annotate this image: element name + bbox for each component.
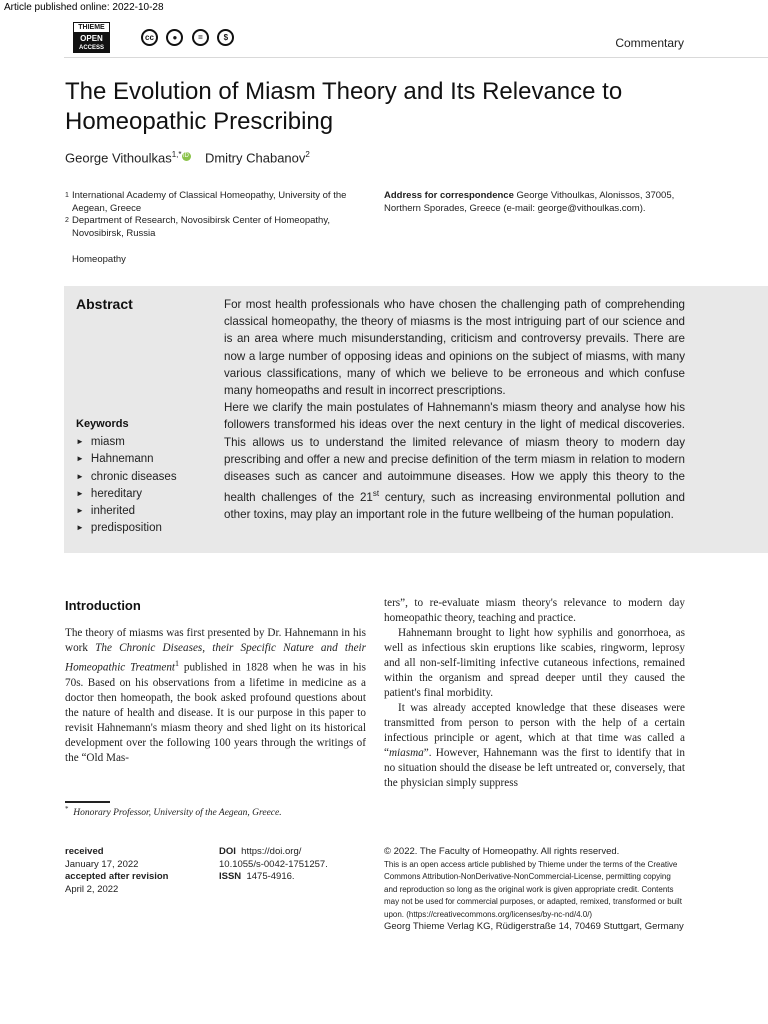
- accepted-label: accepted after revision: [65, 871, 169, 882]
- nc-icon: $: [217, 29, 234, 46]
- thieme-open-access-logo[interactable]: [73, 22, 110, 53]
- accepted-date: April 2, 2022: [65, 883, 119, 895]
- doi-link[interactable]: 10.1055/s-0042-1751257.: [219, 858, 328, 870]
- author-affiliation-mark: 1,*: [171, 150, 182, 159]
- correspondence-text[interactable]: George Vithoulkas, Alonissos, 37005, Northern Sporades, Greece (e-mail: george@vithoulkas.com).: [384, 190, 675, 214]
- affiliation-text: Department of Research, Novosibirsk Center of Homeopathy, Novosibirsk, Russia: [72, 215, 331, 239]
- cc-icon: cc: [141, 29, 158, 46]
- author-list: [65, 150, 310, 165]
- keyword-item: ► Hahnemann: [76, 451, 177, 468]
- affiliations: [65, 190, 370, 240]
- body-column-right: [384, 596, 685, 791]
- footnote-divider: [65, 801, 110, 803]
- copyright-block: [384, 846, 684, 934]
- keyword-item: ► miasm: [76, 434, 177, 451]
- affiliation-number: 2: [65, 217, 69, 224]
- keyword-item: ► chronic diseases: [76, 469, 177, 486]
- received-date: January 17, 2022: [65, 858, 139, 870]
- affiliation-number: 1: [65, 192, 69, 199]
- license-text[interactable]: This is an open access article published by Thieme under the terms of the Creative Commons Attribution-NonDerivative-NonCommercial-License, permitting copying and reproduction so long as the original work is given appropriate credit. Contents may not be used for commercial purposes, or adapted, remixed, transformed or built upon. (https://creativecommons.org/licenses/by-nc-nd/4.0/): [384, 859, 682, 919]
- journal-name: Homeopathy: [72, 254, 126, 265]
- abstract-body: [224, 296, 685, 524]
- body-paragraph: ters”, to re-evaluate miasm theory's relevance to modern day homeopathic theory, teaching and practice.: [384, 597, 685, 624]
- affiliation-text: International Academy of Classical Homeopathy, University of the Aegean, Greece: [72, 190, 347, 214]
- nd-icon: =: [192, 29, 209, 46]
- abstract-paragraph: For most health professionals who have chosen the challenging path of comprehending classical homeopathy, the theory of miasms is the most intriguing part of our science and is an area where much misunderstanding, criticism and controversy prevails. There are now a large number of opposing ideas and opinions on the subject of miasms, with many various classifications, many of which we believe to be erroneous and which confuse many homeopaths and result in incorrect prescriptions.: [224, 298, 685, 398]
- body-column-left: [65, 626, 366, 766]
- section-heading-introduction: Introduction: [65, 598, 141, 613]
- publisher-address: Georg Thieme Verlag KG, Rüdigerstraße 14, 70469 Stuttgart, Germany: [384, 921, 684, 932]
- logo-open-text: OPEN: [73, 33, 110, 44]
- doi-link[interactable]: https://doi.org/: [241, 846, 302, 857]
- affiliation: [65, 215, 370, 240]
- keyword-item: ► predisposition: [76, 520, 177, 537]
- doi-issn-block: [219, 846, 359, 884]
- doi-label: DOI: [219, 846, 236, 857]
- affiliation: [65, 190, 370, 215]
- abstract-heading: Abstract: [76, 296, 133, 312]
- copyright-line: © 2022. The Faculty of Homeopathy. All rights reserved.: [384, 846, 620, 857]
- author-name[interactable]: George Vithoulkas: [65, 150, 172, 166]
- article-dates: [65, 846, 169, 896]
- correspondence-address: [384, 190, 684, 215]
- keyword-item: ► hereditary: [76, 486, 177, 503]
- body-paragraph: The theory of miasms was first presented by Dr. Hahnemann in his work The Chronic Diseases, their Specific Nature and their Homeopathic Treatment$^1$ published in 1828 when he was in his 70s. Based on his observations from a lifetime in medicine as a doctor then homeopath, the book asked profound questions about the nature of health and disease. It is our purpose in this paper to revisit Hahnemann's miasm theory and shed light on its historical development over the following 100 years through the writings of the “Old Mas-: [65, 627, 367, 764]
- logo-thieme-text: THIEME: [73, 22, 110, 33]
- issn-value: 1475-4916.: [246, 871, 295, 882]
- orcid-icon[interactable]: iD: [183, 153, 189, 159]
- footnote: * Honorary Professor, University of the Aegean, Greece.: [65, 805, 282, 819]
- keywords-heading: Keywords: [76, 418, 129, 430]
- section-label: Commentary: [615, 36, 684, 50]
- received-label: received: [65, 846, 104, 857]
- keyword-item: ► inherited: [76, 503, 177, 520]
- body-paragraph: Hahnemann brought to light how syphilis and gonorrhoea, as well as infectious skin eruptions like scabies, ringworm, leprosy and all non-self-limiting infective cutaneous infections, remained within the organism and spread deeper until they caused the patient's final morbidity.: [384, 627, 685, 699]
- author-affiliation-mark: 2: [305, 150, 310, 159]
- creative-commons-icons[interactable]: [141, 29, 238, 49]
- header-divider: [64, 57, 768, 58]
- author-name[interactable]: Dmitry Chabanov: [204, 150, 306, 166]
- abstract-paragraph: Here we clarify the main postulates of Hahnemann's miasm theory and analyse how his followers transformed his ideas over the next century in the light of medical discoveries. This allows us to understand the limited relevance of miasm theory to modern day prescribing and offer a new and precise definition of the term miasm in relation to modern diseases such as cancer and autoimmune diseases. How we apply this theory to the health challenges of the 21st century, such as increasing environmental pollution and other toxins, may play an important role in the future wellbeing of the human population.: [224, 401, 685, 522]
- citation-ref[interactable]: 1: [175, 659, 180, 668]
- correspondence-label: Address for correspondence: [384, 190, 514, 201]
- issn-label: ISSN: [219, 871, 242, 882]
- publication-date: Article published online: 2022-10-28: [4, 2, 164, 13]
- body-paragraph: It was already accepted knowledge that these diseases were transmitted from person to person with the help of a certain infectious principle or agent, which at that time was called a “miasma”. However, Hahnemann was the first to identify that in no situation should the disease be left untreated or, conversely, that the physician simply suppress: [384, 702, 685, 789]
- by-icon: ●: [166, 29, 183, 46]
- article-title: The Evolution of Miasm Theory and Its Relevance to Homeopathic Prescribing: [65, 78, 623, 135]
- keywords-list: [76, 434, 177, 538]
- logo-access-text: ACCESS: [73, 44, 110, 53]
